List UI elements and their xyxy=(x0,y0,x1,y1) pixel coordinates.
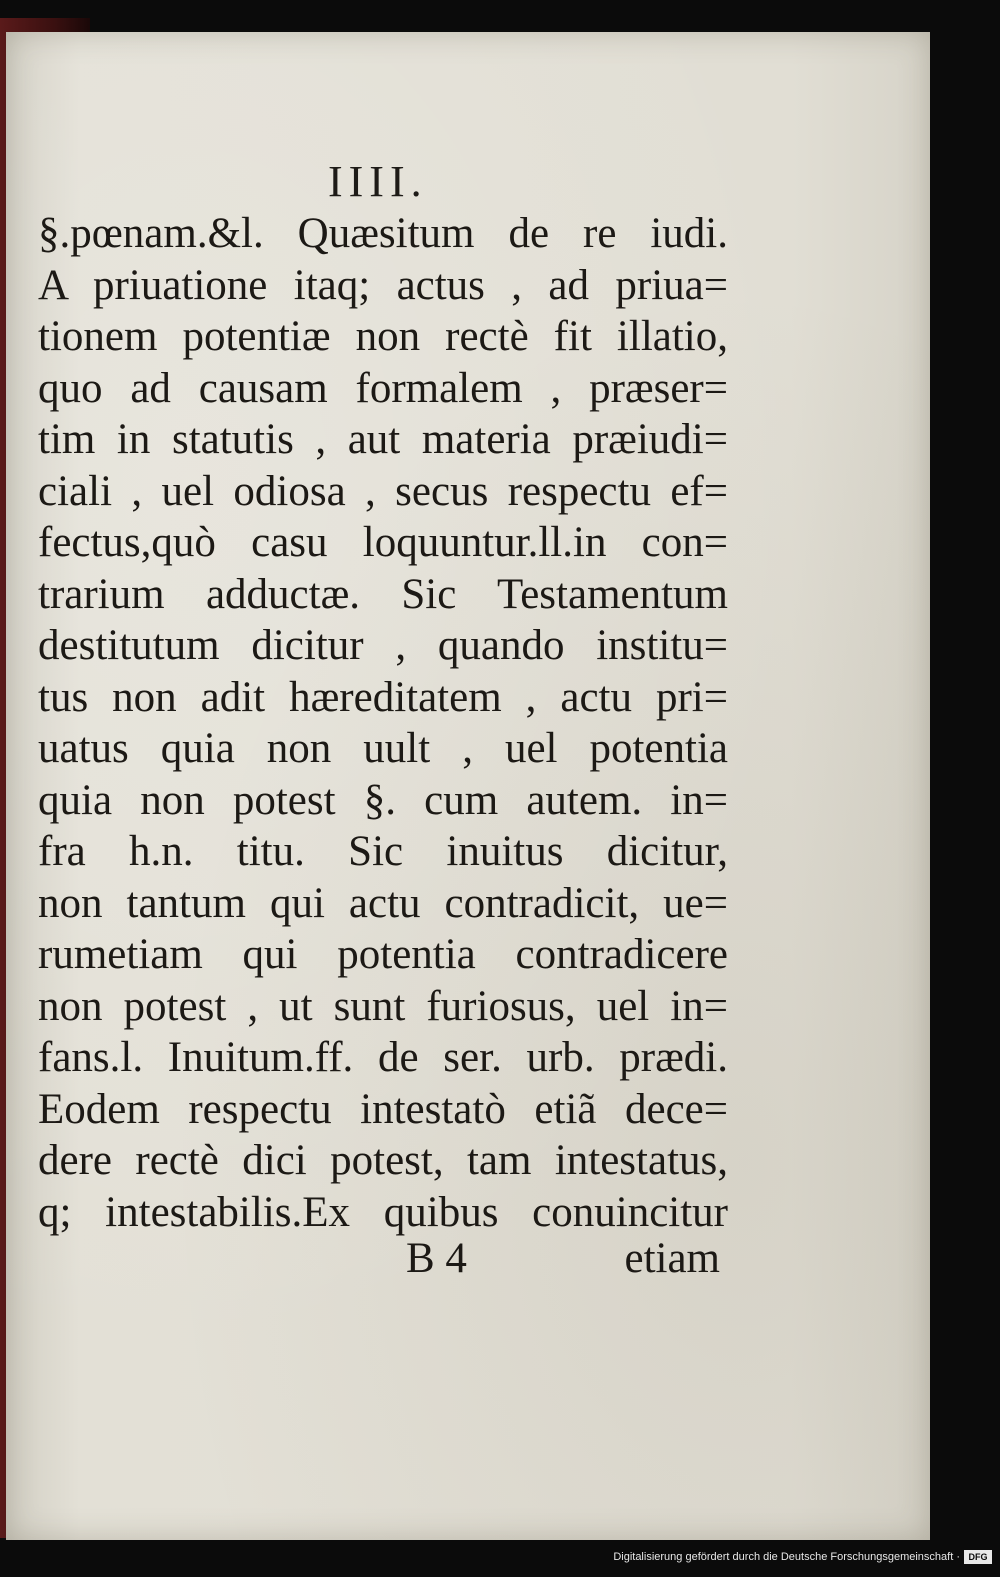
text-line: quo ad causam formalem , præser= xyxy=(38,364,728,412)
text-line: fectus,quò casu loquuntur.ll.in con= xyxy=(38,519,728,566)
signature-mark: B 4 xyxy=(406,1235,467,1282)
text-line: trarium adductæ. Sic Testamentum xyxy=(38,570,728,618)
text-line: fans.l. Inuitum.ff. de ser. urb. prædi. xyxy=(38,1034,728,1081)
text-line: Eodem respectu intestatò etiã dece= xyxy=(38,1085,728,1133)
text-line: A priuatione itaq; actus , ad priua= xyxy=(38,261,728,309)
text-line: tus non adit hæreditatem , actu pri= xyxy=(38,673,728,721)
text-line: q; intestabilis.Ex quibus conuincitur xyxy=(38,1188,728,1236)
text-line: quia non potest §. cum autem. in= xyxy=(38,776,728,824)
text-line: §.pœnam.&l. Quæsitum de re iudi. xyxy=(38,210,728,257)
text-line: dere rectè dici potest, tam intestatus, xyxy=(38,1137,728,1184)
catchword: etiam xyxy=(624,1235,720,1282)
text-line: destitutum dicitur , quando institu= xyxy=(38,622,728,669)
dfg-logo-icon: DFG xyxy=(964,1550,992,1564)
text-line: non tantum qui actu contradicit, ue= xyxy=(38,879,728,927)
text-line: non potest , ut sunt furiosus, uel in= xyxy=(38,982,728,1030)
text-line: uatus quia non uult , uel potentia xyxy=(38,725,728,772)
text-line: tionem potentiæ non rectè fit illatio, xyxy=(38,313,728,360)
text-line: tim in statutis , aut materia præiudi= xyxy=(38,416,728,463)
text-line: rumetiam qui potentia contradicere xyxy=(38,931,728,978)
digitization-credit: Digitalisierung gefördert durch die Deutsche Forschungsgemeinschaft · xyxy=(613,1551,960,1563)
text-block xyxy=(38,208,728,1238)
page-footer xyxy=(38,1234,728,1294)
page-header: IIII. xyxy=(328,157,428,206)
text-line: ciali , uel odiosa , secus respectu ef= xyxy=(38,467,728,515)
book-page xyxy=(6,32,930,1540)
text-line: fra h.n. titu. Sic inuitus dicitur, xyxy=(38,828,728,875)
